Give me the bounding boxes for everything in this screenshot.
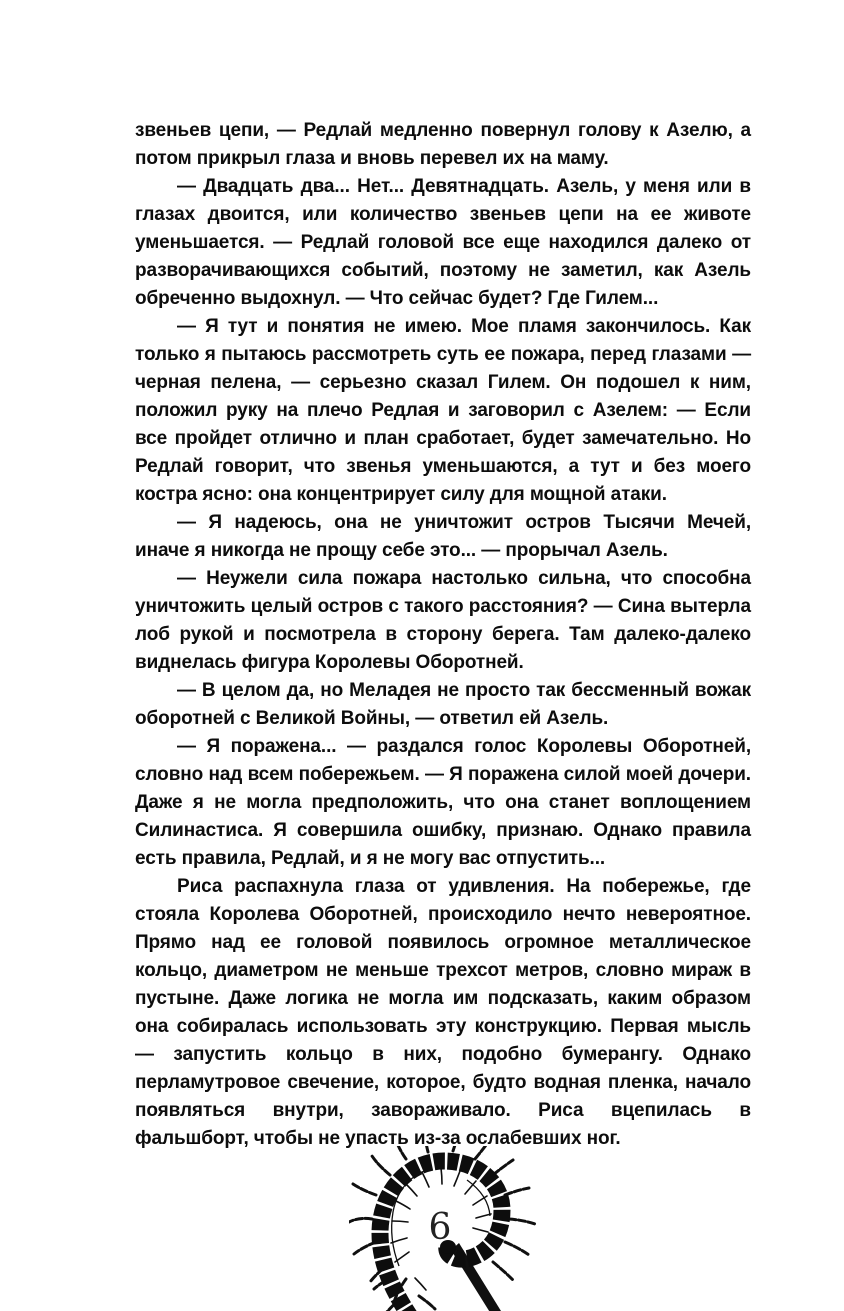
paragraph: — В целом да, но Меладея не просто так бессменный вожак оборотней с Великой Войны, — ответил ей Азель. [135,680,751,729]
text-block [135,117,751,1153]
page-number: 6 [428,1207,452,1248]
paragraph: — Неужели сила пожара настолько сильна, что способна уничтожить целый остров с такого расстояния? — Сина вытерла лоб рукой и посмотрела в сторону берега. Там далеко-далеко виднелась фигура Королевы Оборотней. [135,568,751,673]
paragraph: — Я поражена... — раздался голос Королевы Оборотней, словно над всем побережьем. — Я поражена силой моей дочери. Даже я не могла предположить, что она станет воплощением Силинастиса. Я совершила ошибку, признаю. Однако правила есть правила, Редлай, и я не могу вас отпустить... [135,736,751,869]
paragraph: — Я тут и понятия не имею. Мое пламя закончилось. Как только я пытаюсь рассмотреть суть ее пожара, перед глазами — черная пелена, — серьезно сказал Гилем. Он подошел к ним, положил руку на плечо Редлая и заговорил с Азелем: — Если все пройдет отлично и план сработает, будет замечательно. Но Редлай говорит, что звенья уменьшаются, а тут и без моего костра ясно: она концентрирует силу для мощной атаки. [135,316,751,505]
paragraph: — Я надеюсь, она не уничтожит остров Тысячи Мечей, иначе я никогда не прощу себе это... — прорычал Азель. [135,512,751,561]
paragraph: — Двадцать два... Нет... Девятнадцать. Азель, у меня или в глазах двоится, или количество звеньев цепи на ее животе уменьшается. — Редлай головой все еще находился далеко от разворачивающихся событий, поэтому не заметил, как Азель обреченно выдохнул. — Что сейчас будет? Где Гилем... [135,176,751,309]
paragraph: звеньев цепи, — Редлай медленно повернул голову к Азелю, а потом прикрыл глаза и вновь перевел их на маму. [135,120,751,169]
paragraph: Риса распахнула глаза от удивления. На побережье, где стояла Королева Оборотней, происходило нечто невероятное. Прямо над ее головой появилось огромное металлическое кольцо, диаметром не меньше трехсот метров, словно мираж в пустыне. Даже логика не могла им подсказать, каким образом она собиралась использовать эту конструкцию. Первая мысль — запустить кольцо в них, подобно бумерангу. Однако перламутровое свечение, которое, будто водная пленка, начало появляться внутри, завораживало. Риса вцепилась в фальшборт, чтобы не упасть из-за ослабевших ног. [135,876,751,1149]
